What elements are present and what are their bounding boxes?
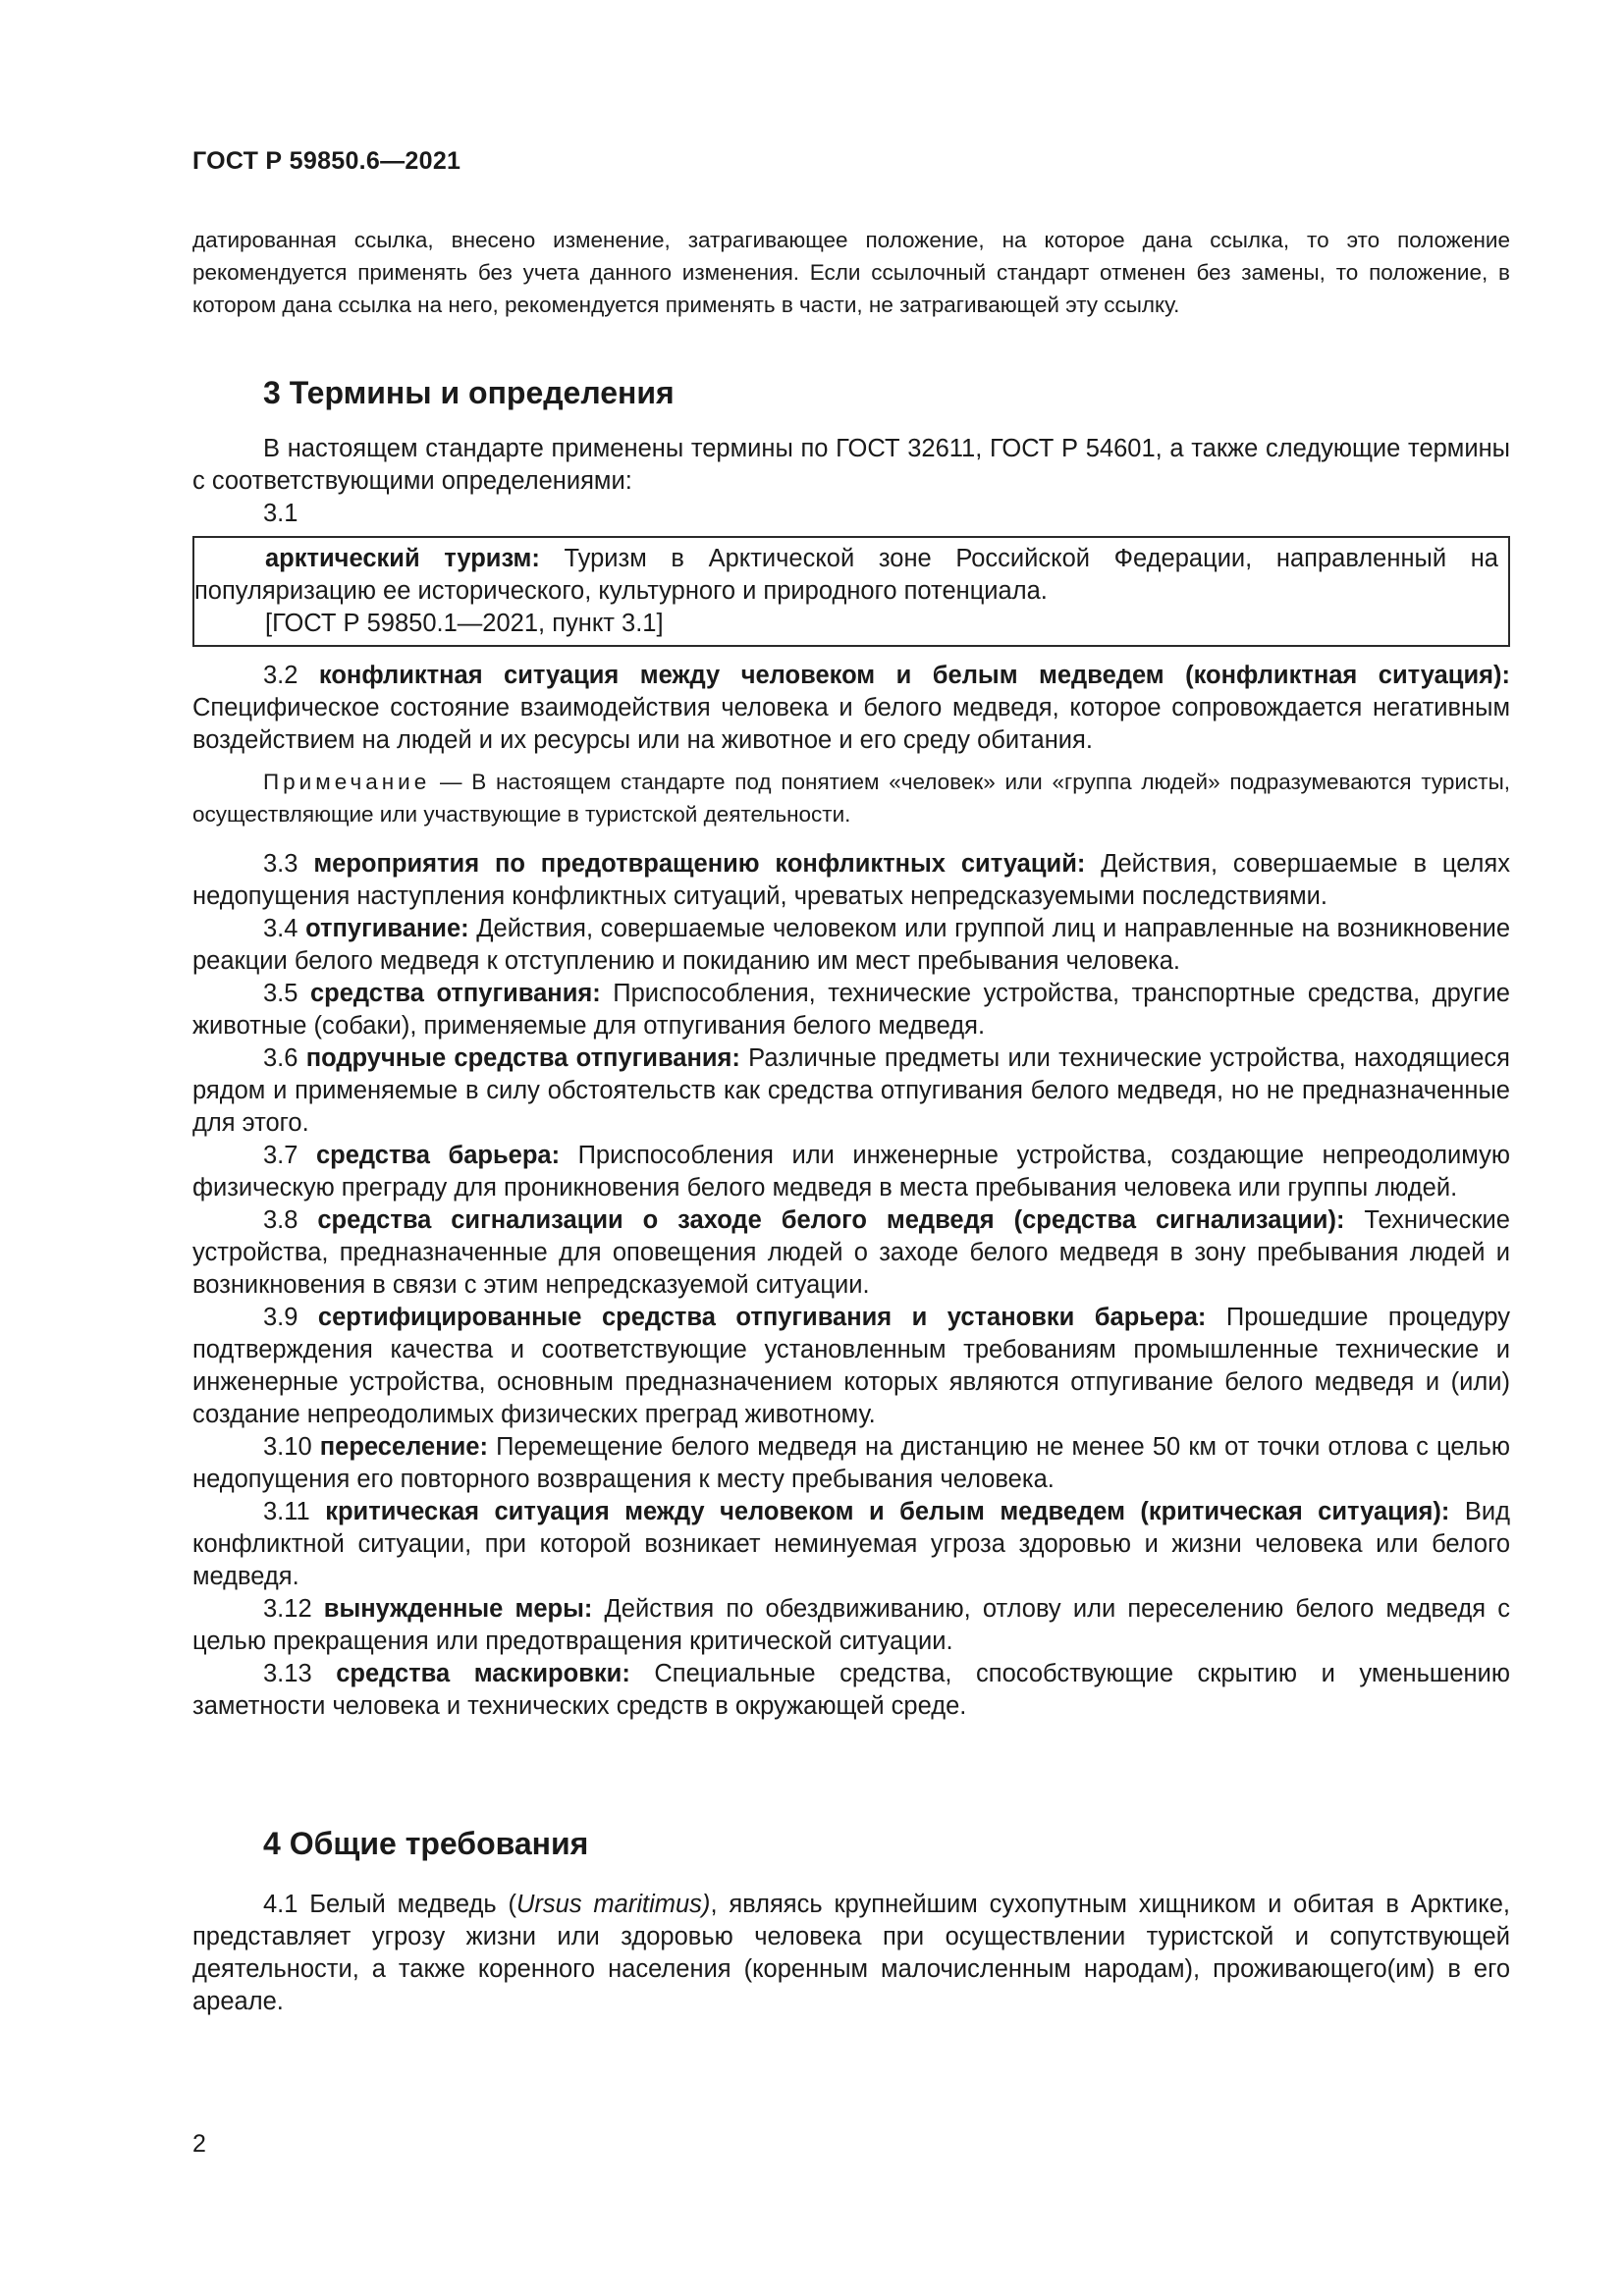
term-3-12 [192, 1593, 1510, 1658]
document-code-header: ГОСТ Р 59850.6—2021 [192, 147, 461, 175]
term-definition: Приспособления, технические устройства, транспортные средства, другие животные (собаки), применяемые для отпугивания белого медведя. [192, 980, 1510, 1040]
definition-3-1-source: [ГОСТ Р 59850.1—2021, пункт 3.1] [265, 610, 664, 637]
term-number: 3.2 [263, 662, 319, 689]
paragraph-4-1-rest: , являясь крупнейшим сухопутным хищником и обитая в Арктике, представляет угрозу жизни или здоровью человека при осуществлении туристской и сопутствующей деятельности, а также коренного населения (коренным малочисленным народам), проживающего(им) в его ареале. [192, 1891, 1511, 2015]
note-label: Примечание [263, 770, 431, 794]
term-number: 3.13 [263, 1660, 337, 1687]
term-number: 3.9 [263, 1304, 318, 1331]
term-name: критическая ситуация между человеком и белым медведем (критическая ситуация): [325, 1498, 1450, 1525]
term-name: конфликтная ситуация между человеком и белым медведем (конфликтная ситуация): [318, 662, 1510, 689]
term-definition: Действия, совершаемые человеком или группой лиц и направленные на возникновение реакции белого медведя к отступлению и покиданию им мест пребывания человека. [192, 915, 1510, 975]
terms-list [192, 848, 1510, 1723]
section-4-title: 4 Общие требования [263, 1826, 589, 1861]
term-name: отпугивание: [305, 915, 469, 942]
section-4-body [192, 1889, 1510, 2018]
term-definition: Перемещение белого медведя на дистанцию не менее 50 км от точки отлова с целью недопущения его повторного возвращения к месту пребывания человека. [192, 1433, 1510, 1493]
term-3-8 [192, 1204, 1510, 1302]
paragraph-4-1 [192, 1889, 1510, 2018]
term-name: средства барьера: [315, 1142, 561, 1169]
term-3-2-block [192, 660, 1510, 757]
note-block [192, 766, 1510, 830]
paragraph-4-1-start: 4.1 Белый медведь ( [263, 1891, 517, 1918]
term-definition: Приспособления или инженерные устройства, создающие непреодолимую физическую преграду для проникновения белого медведя в места пребывания человека или группы людей. [192, 1142, 1510, 1201]
section-3-intro: В настоящем стандарте применены термины по ГОСТ 32611, ГОСТ Р 54601, а также следующие термины с соответствующими определениями: [192, 435, 1510, 495]
intro-paragraph: датированная ссылка, внесено изменение, затрагивающее положение, на которое дана ссылка, то это положение рекомендуется применять без учета данного изменения. Если ссылочный стандарт отменен без замены, то положение, в котором дана ссылка на него, рекомендуется применять в части, не затрагивающей эту ссылку. [192, 228, 1510, 317]
term-3-3 [192, 848, 1510, 913]
latin-species-name: Ursus maritimus) [516, 1891, 711, 1918]
term-definition: Специальные средства, способствующие скрытию и уменьшению заметности человека и технических средств в окружающей среде. [192, 1660, 1510, 1720]
term-3-6 [192, 1042, 1510, 1140]
term-number: 3.6 [263, 1044, 306, 1072]
term-number: 3.11 [263, 1498, 326, 1525]
section-3-title: 3 Термины и определения [263, 375, 675, 410]
term-3-4 [192, 913, 1510, 978]
term-name: переселение: [319, 1433, 488, 1461]
term-name: средства сигнализации о заходе белого медведя (средства сигнализации): [317, 1206, 1345, 1234]
term-3-1-number: 3.1 [263, 500, 298, 527]
term-name: вынужденные меры: [323, 1595, 593, 1623]
definition-3-1 [194, 543, 1498, 608]
term-3-10 [192, 1431, 1510, 1496]
term-number: 3.7 [263, 1142, 316, 1169]
note [192, 766, 1510, 830]
term-definition: Специфическое состояние взаимодействия человека и белого медведя, которое сопровождается негативным воздействием на людей и их ресурсы или на животное и его среду обитания. [192, 694, 1510, 754]
term-number: 3.10 [263, 1433, 320, 1461]
term-3-11 [192, 1496, 1510, 1593]
term-name: средства маскировки: [336, 1660, 630, 1687]
definition-3-1-text: Туризм в Арктической зоне Российской Федерации, направленный на популяризацию ее исторического, культурного и природного потенциала. [194, 545, 1498, 605]
term-definition: Технические устройства, предназначенные для оповещения людей о заходе белого медведя в зону пребывания людей и возникновения в связи с этим непредсказуемой ситуации. [192, 1206, 1510, 1299]
term-name: мероприятия по предотвращению конфликтных ситуаций: [313, 850, 1086, 878]
term-3-2 [192, 660, 1510, 757]
term-definition: Прошедшие процедуру подтверждения качества и соответствующие установленным требованиям промышленные технические и инженерные устройства, основным предназначением которых являются отпугивание белого медведя и (или) создание непреодолимых физических преград животному. [192, 1304, 1510, 1428]
term-definition: Различные предметы или технические устройства, находящиеся рядом и применяемые в силу обстоятельств как средства отпугивания белого медведя, но не предназначенные для этого. [192, 1044, 1510, 1137]
term-name: сертифицированные средства отпугивания и установки барьера: [317, 1304, 1207, 1331]
term-number: 3.12 [263, 1595, 324, 1623]
term-number: 3.8 [263, 1206, 318, 1234]
term-definition: Действия, совершаемые в целях недопущения наступления конфликтных ситуаций, чреватых непредсказуемыми последствиями. [192, 850, 1510, 910]
term-name: подручные средства отпугивания: [305, 1044, 740, 1072]
term-3-1: арктический туризм: [265, 545, 540, 572]
term-number: 3.4 [263, 915, 306, 942]
definition-box-3-1 [192, 536, 1510, 647]
note-text: — В настоящем стандарте под понятием «человек» или «группа людей» подразумеваются туристы, осуществляющие или участвующие в туристской деятельности. [192, 770, 1510, 827]
term-3-7 [192, 1140, 1510, 1204]
term-name: средства отпугивания: [309, 980, 601, 1007]
term-number: 3.3 [263, 850, 314, 878]
term-definition: Действия по обездвиживанию, отлову или переселению белого медведя с целью прекращения или предотвращения критической ситуации. [192, 1595, 1510, 1655]
term-3-5 [192, 978, 1510, 1042]
term-definition: Вид конфликтной ситуации, при которой возникает неминуемая угроза здоровью и жизни человека или белого медведя. [192, 1498, 1510, 1590]
term-number: 3.5 [263, 980, 310, 1007]
section-3-intro-block [192, 433, 1510, 530]
term-3-13 [192, 1658, 1510, 1723]
page-number: 2 [192, 2130, 206, 2158]
term-3-9 [192, 1302, 1510, 1431]
